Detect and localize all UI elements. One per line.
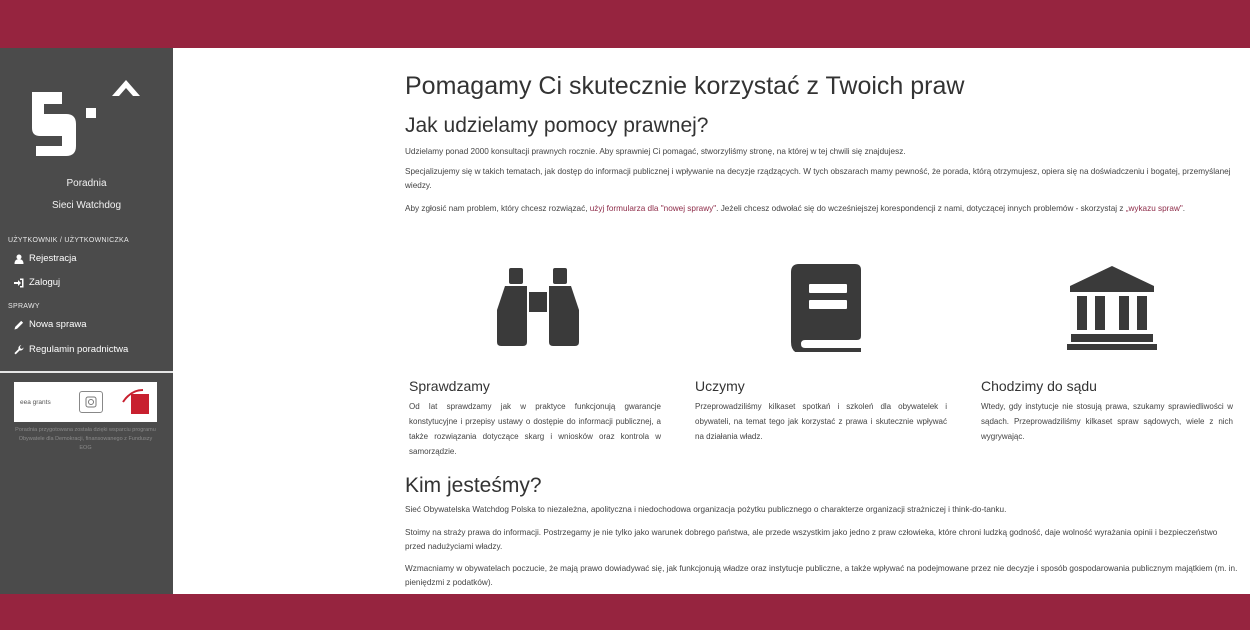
new-case-label: Nowa sprawa: [29, 319, 87, 330]
book-icon: [781, 262, 871, 352]
who-paragraph-1: Sieć Obywatelska Watchdog Polska to niezależna, apolityczna i niedochodowa organizacja pożytku publicznego o charakterze organizacji strażniczej i think-do-tanku.: [405, 505, 1007, 514]
register-label: Rejestracja: [29, 253, 77, 264]
org-name-line2: Sieci Watchdog: [51, 200, 122, 211]
who-paragraph-2: Stoimy na straży prawa do informacji. Postrzegamy je nie tylko jako warunek dobrego państwa, ale przede wszystkim jako jedno z praw człowieka, które chroni ludzką godność, daje wolność wyrażania opinii i bezpieczeństwo przed nadużyciami władzy.: [405, 528, 1218, 551]
institution-icon: [1067, 262, 1157, 352]
feature-teach-title: Uczymy: [695, 378, 745, 394]
help-paragraph-2: Specjalizujemy się w takich tematach, jak dostęp do informacji publicznej i wpływanie na decyzje rządzących. W tych obszarach mamy pewność, że porada, którą otrzymujesz, opiera się na doświadczeniu i bogatej, przemyślanej wiedzy.: [405, 167, 1231, 190]
eea-grants-logo: eea grants: [20, 398, 51, 406]
sidebar-divider: [0, 371, 173, 373]
user-icon: [14, 254, 24, 264]
pencil-icon: [14, 320, 24, 330]
who-paragraph-3: Wzmacniamy w obywatelach poczucie, że mają prawo dowiadywać się, jak funkcjonują władze oraz instytucje publiczne, a także wpływać na podejmowane przez nie decyzje i sposób gospodarowania publicznym majątkiem (m. in. pieniędzmi z podatków).: [405, 564, 1238, 587]
register-link[interactable]: [14, 253, 77, 264]
sidebar: [0, 48, 173, 594]
foundation-logo: [79, 391, 103, 413]
feature-teach-text: Przeprowadziliśmy kilkaset spotkań i szkoleń dla obywatelek i obywateli, na temat tego jak korzystać z prawa i skutecznie wpływać na działania władz.: [695, 402, 947, 441]
login-label: Zaloguj: [29, 277, 61, 288]
new-case-form-link[interactable]: użyj formularza dla "nowej sprawy": [589, 204, 717, 213]
help-paragraph-3: Aby zgłosić nam problem, który chcesz rozwiązać, użyj formularza dla "nowej sprawy". Jeżeli chcesz odwołać się do wcześniejszej korespondencji z nami, dotyczącej innych problemów - skorzystaj z „wykazu spraw".: [405, 204, 1186, 213]
page-frame: [0, 48, 1250, 594]
binoculars-icon: [493, 262, 583, 352]
sponsor-note: Poradnia przygotowana została dzięki wsparciu programu Obywatele dla Demokracji, finansowanego z Funduszy EOG: [15, 427, 156, 451]
feature-court-title: Chodzimy do sądu: [981, 378, 1097, 394]
section-user-label: UŻYTKOWNIK / UŻYTKOWNICZKA: [8, 237, 129, 244]
case-list-link[interactable]: „wykazu spraw": [1125, 204, 1183, 213]
new-case-link[interactable]: [14, 319, 87, 330]
section-cases-label: SPRAWY: [8, 303, 40, 310]
org-name-line1: Poradnia: [66, 178, 107, 189]
feature-check-text: Od lat sprawdzamy jak w praktyce funkcjonują gwarancje konstytucyjne i przepisy ustawy o dostępie do informacji publicznej, a także rozwiązania dotyczące skarg i wniosków oraz kontrola w samorządzie.: [409, 402, 661, 456]
feature-court-text: Wtedy, gdy instytucje nie stosują prawa, szukamy sprawiedliwości w sądach. Przeprowadziliśmy kilkaset spraw sądowych, wiele z nich wygrywając.: [981, 402, 1233, 441]
rules-link[interactable]: [14, 344, 128, 355]
sign-in-icon: [14, 278, 24, 288]
partner-logo: [121, 388, 151, 416]
rules-label: Regulamin poradnictwa: [29, 344, 129, 355]
logo[interactable]: [24, 64, 148, 164]
wrench-icon: [14, 345, 24, 355]
who-heading: Kim jesteśmy?: [405, 474, 542, 497]
page-title: Pomagamy Ci skutecznie korzystać z Twoich praw: [405, 72, 965, 100]
login-link[interactable]: [14, 277, 60, 288]
sponsor-logos: [14, 382, 157, 422]
feature-check-title: Sprawdzamy: [409, 378, 490, 394]
help-paragraph-1: Udzielamy ponad 2000 konsultacji prawnych rocznie. Aby sprawniej Ci pomagać, stworzyliśmy stronę, na której w tej chwili się znajdujesz.: [405, 147, 906, 156]
help-heading: Jak udzielamy pomocy prawnej?: [405, 114, 709, 137]
